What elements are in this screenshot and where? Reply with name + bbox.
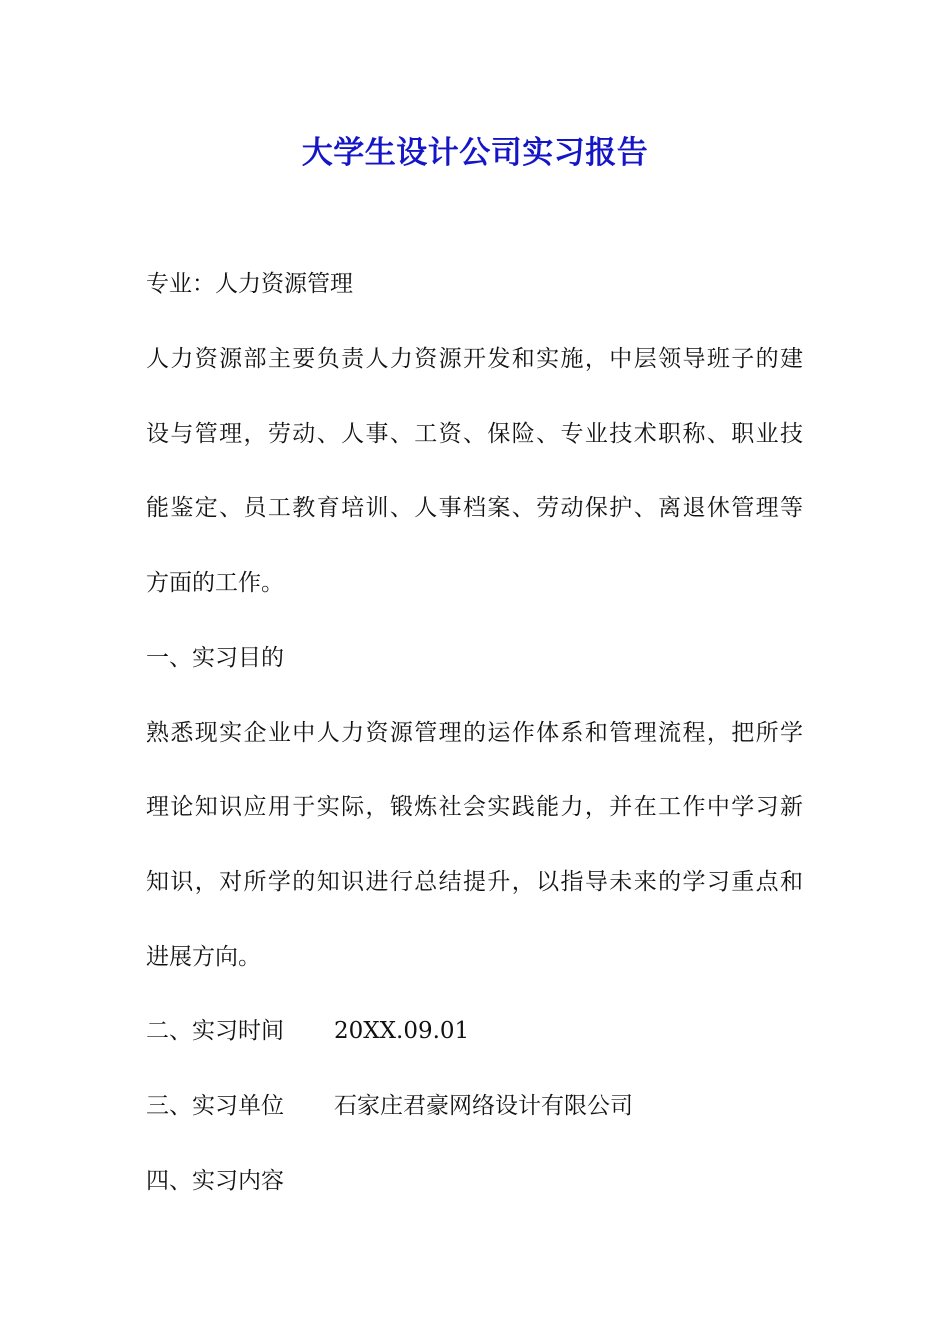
document-title: 大学生设计公司实习报告	[301, 135, 649, 171]
section-heading-unit: 三、实习单位	[146, 1093, 284, 1119]
intro-line: 设与管理，劳动、人事、工资、保险、专业技术职称、职业技	[146, 421, 803, 447]
internship-date: 20XX.09.01	[334, 1018, 470, 1044]
purpose-line: 进展方向。	[146, 944, 261, 970]
intro-line: 方面的工作。	[146, 570, 284, 596]
section-heading-purpose: 一、实习目的	[146, 645, 284, 671]
major-line: 专业：人力资源管理	[146, 271, 353, 297]
section-unit	[146, 1088, 633, 1124]
purpose-line: 理论知识应用于实际，锻炼社会实践能力，并在工作中学习新	[146, 794, 803, 820]
section-heading-content: 四、实习内容	[146, 1168, 284, 1194]
purpose-line: 熟悉现实企业中人力资源管理的运作体系和管理流程，把所学	[146, 720, 803, 746]
section-heading-time: 二、实习时间	[146, 1018, 284, 1044]
intro-line: 人力资源部主要负责人力资源开发和实施，中层领导班子的建	[146, 346, 803, 372]
internship-company: 石家庄君豪网络设计有限公司	[334, 1093, 633, 1119]
intro-line: 能鉴定、员工教育培训、人事档案、劳动保护、离退休管理等	[146, 495, 803, 521]
purpose-line: 知识，对所学的知识进行总结提升，以指导未来的学习重点和	[146, 869, 803, 895]
section-time	[146, 1013, 469, 1049]
